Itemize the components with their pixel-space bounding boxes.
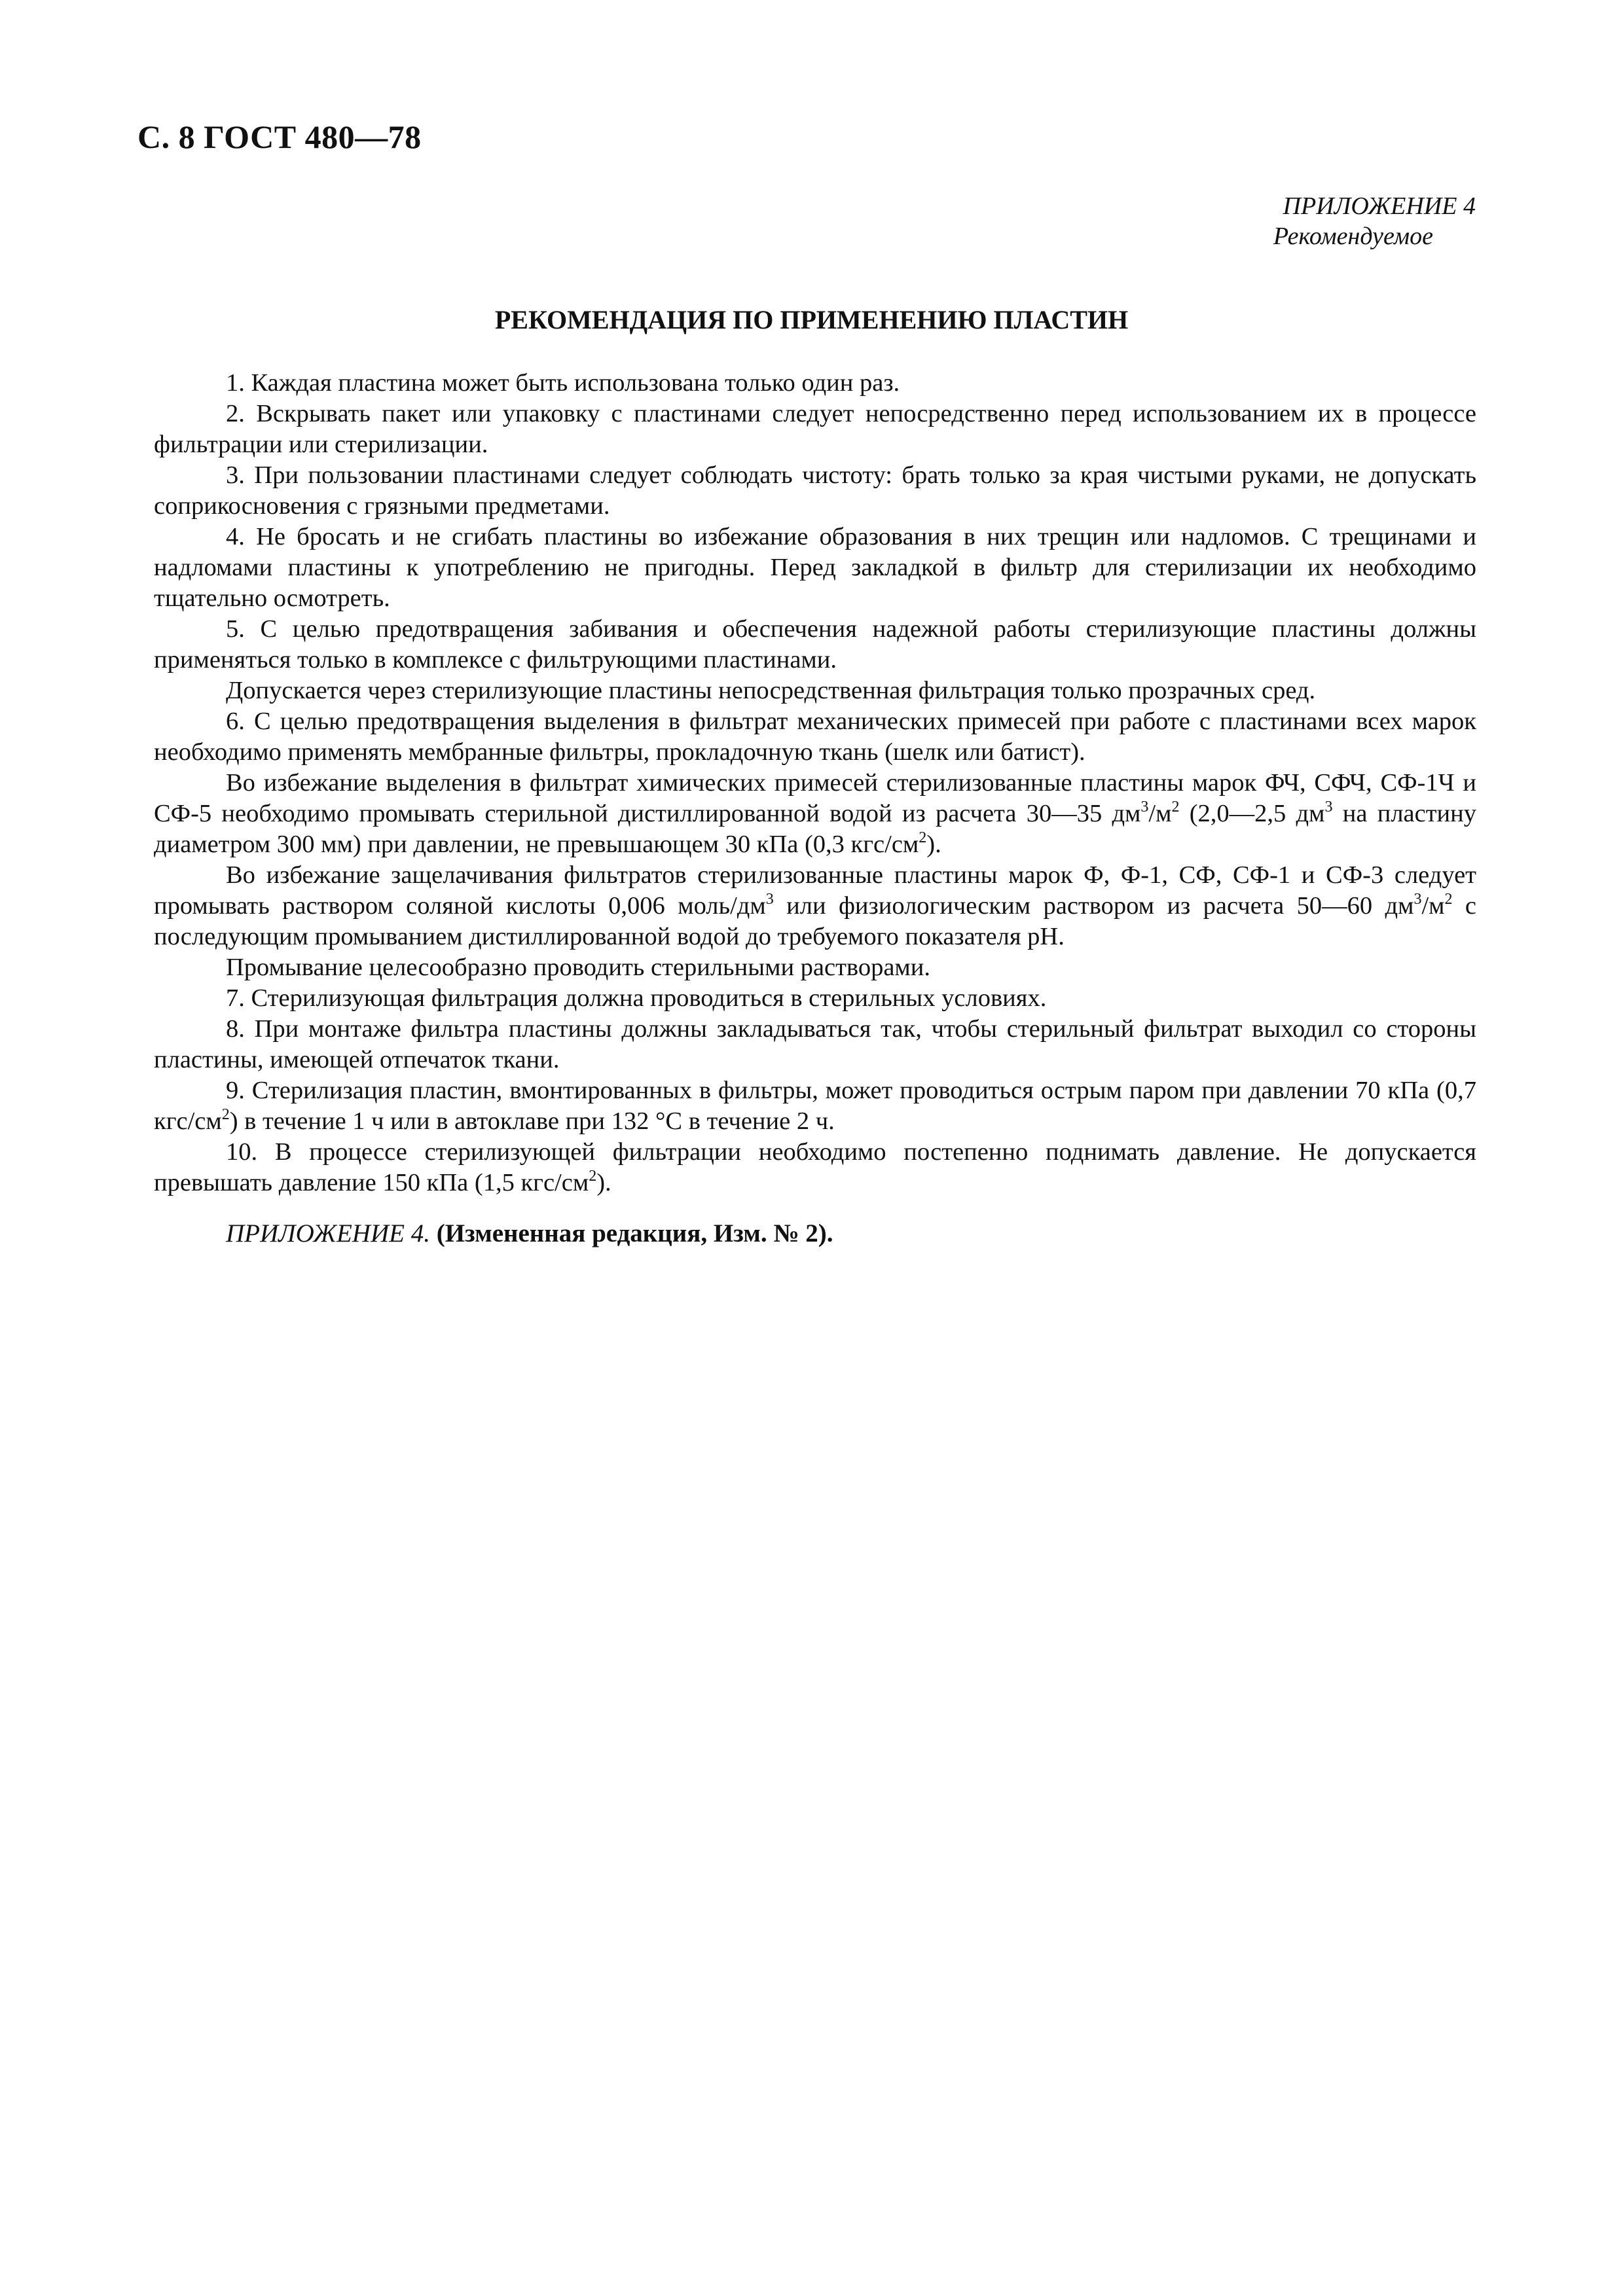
paragraph-5: 5. С целью предотвращения забивания и обеспечения надежной работы стерилизующие пластины должны применяться только в комплексе с фильтрующими пластинами.	[154, 615, 1476, 673]
paragraph-10: 10. В процессе стерилизующей фильтрации необходимо постепенно поднимать давление. Не допускается превышать давление 150 кПа (1,5 кгс/$см^2$).	[154, 1138, 1476, 1196]
page-header: С. 8 ГОСТ 480—78	[137, 118, 422, 155]
paragraph-6-sterile-note: Промывание целесообразно проводить стерильными растворами.	[226, 954, 931, 981]
paragraph-3: 3. При пользовании пластинами следует соблюдать чистоту: брать только за края чистыми руками, не допускать соприкосновения с грязными предметами.	[154, 461, 1476, 520]
paragraph-1: 1. Каждая пластина может быть использована только один раз.	[226, 369, 900, 397]
paragraph-8: 8. При монтаже фильтра пластины должны закладываться так, чтобы стерильный фильтрат выходил со стороны пластины, имеющей отпечаток ткани.	[154, 1015, 1476, 1073]
revision-note-edition: (Измененная редакция, Изм. № 2).	[436, 1219, 833, 1247]
revision-note-appendix: ПРИЛОЖЕНИЕ 4.	[226, 1219, 430, 1247]
paragraph-9: 9. Стерилизация пластин, вмонтированных в фильтры, может проводиться острым паром при давлении 70 кПа (0,7 кгс/$см^2$) в течение 1 ч или в автоклаве при 132 °С в течение 2 ч.	[154, 1077, 1476, 1135]
paragraph-5-note: Допускается через стерилизующие пластины непосредственная фильтрация только прозрачных сред.	[226, 677, 1316, 704]
appendix-label: ПРИЛОЖЕНИЕ 4	[1283, 192, 1476, 220]
revision-note	[226, 1219, 833, 1248]
paragraph-4: 4. Не бросать и не сгибать пластины во избежание образования в них трещин или надломов. С трещинами и надломами пластины к употреблению не пригодны. Перед закладкой в фильтр для стерилизации их необходимо тщательно осмотреть.	[154, 523, 1476, 612]
paragraph-2: 2. Вскрывать пакет или упаковку с пластинами следует непосредственно перед использованием их в процессе фильтрации или стерилизации.	[154, 400, 1476, 458]
paragraph-6-washing-water: Во избежание выделения в фильтрат химических примесей стерилизованные пластины марок ФЧ, СФЧ, СФ-1Ч и СФ-5 необходимо промывать стерильной дистиллированной водой из расчета 30—35 $дм^3/м^2$ (2,0—2,5 $дм^3$ на пластину диаметром 300 мм) при давлении, не превышающем 30 кПа (0,3 кгс/$см^2$).	[154, 769, 1476, 858]
paragraph-6: 6. С целью предотвращения выделения в фильтрат механических примесей при работе с пластинами всех марок необходимо применять мембранные фильтры, прокладочную ткань (шелк или батист).	[154, 708, 1476, 766]
document-title: РЕКОМЕНДАЦИЯ ПО ПРИМЕНЕНИЮ ПЛАСТИН	[494, 305, 1129, 334]
appendix-status: Рекомендуемое	[1273, 223, 1433, 250]
appendix-block	[1273, 191, 1476, 251]
paragraph-6-acid-wash: Во избежание защелачивания фильтратов стерилизованные пластины марок Ф, Ф-1, СФ, СФ-1 и СФ-3 следует промывать раствором соляной кислоты 0,006 моль/$дм^3$ или физиологическим раствором из расчета 50—60 $дм^3/м^2$ с последующим промыванием дистиллированной водой до требуемого показателя pH.	[154, 861, 1476, 950]
paragraph-7: 7. Стерилизующая фильтрация должна проводиться в стерильных условиях.	[226, 984, 1047, 1012]
document-body	[154, 368, 1476, 1198]
